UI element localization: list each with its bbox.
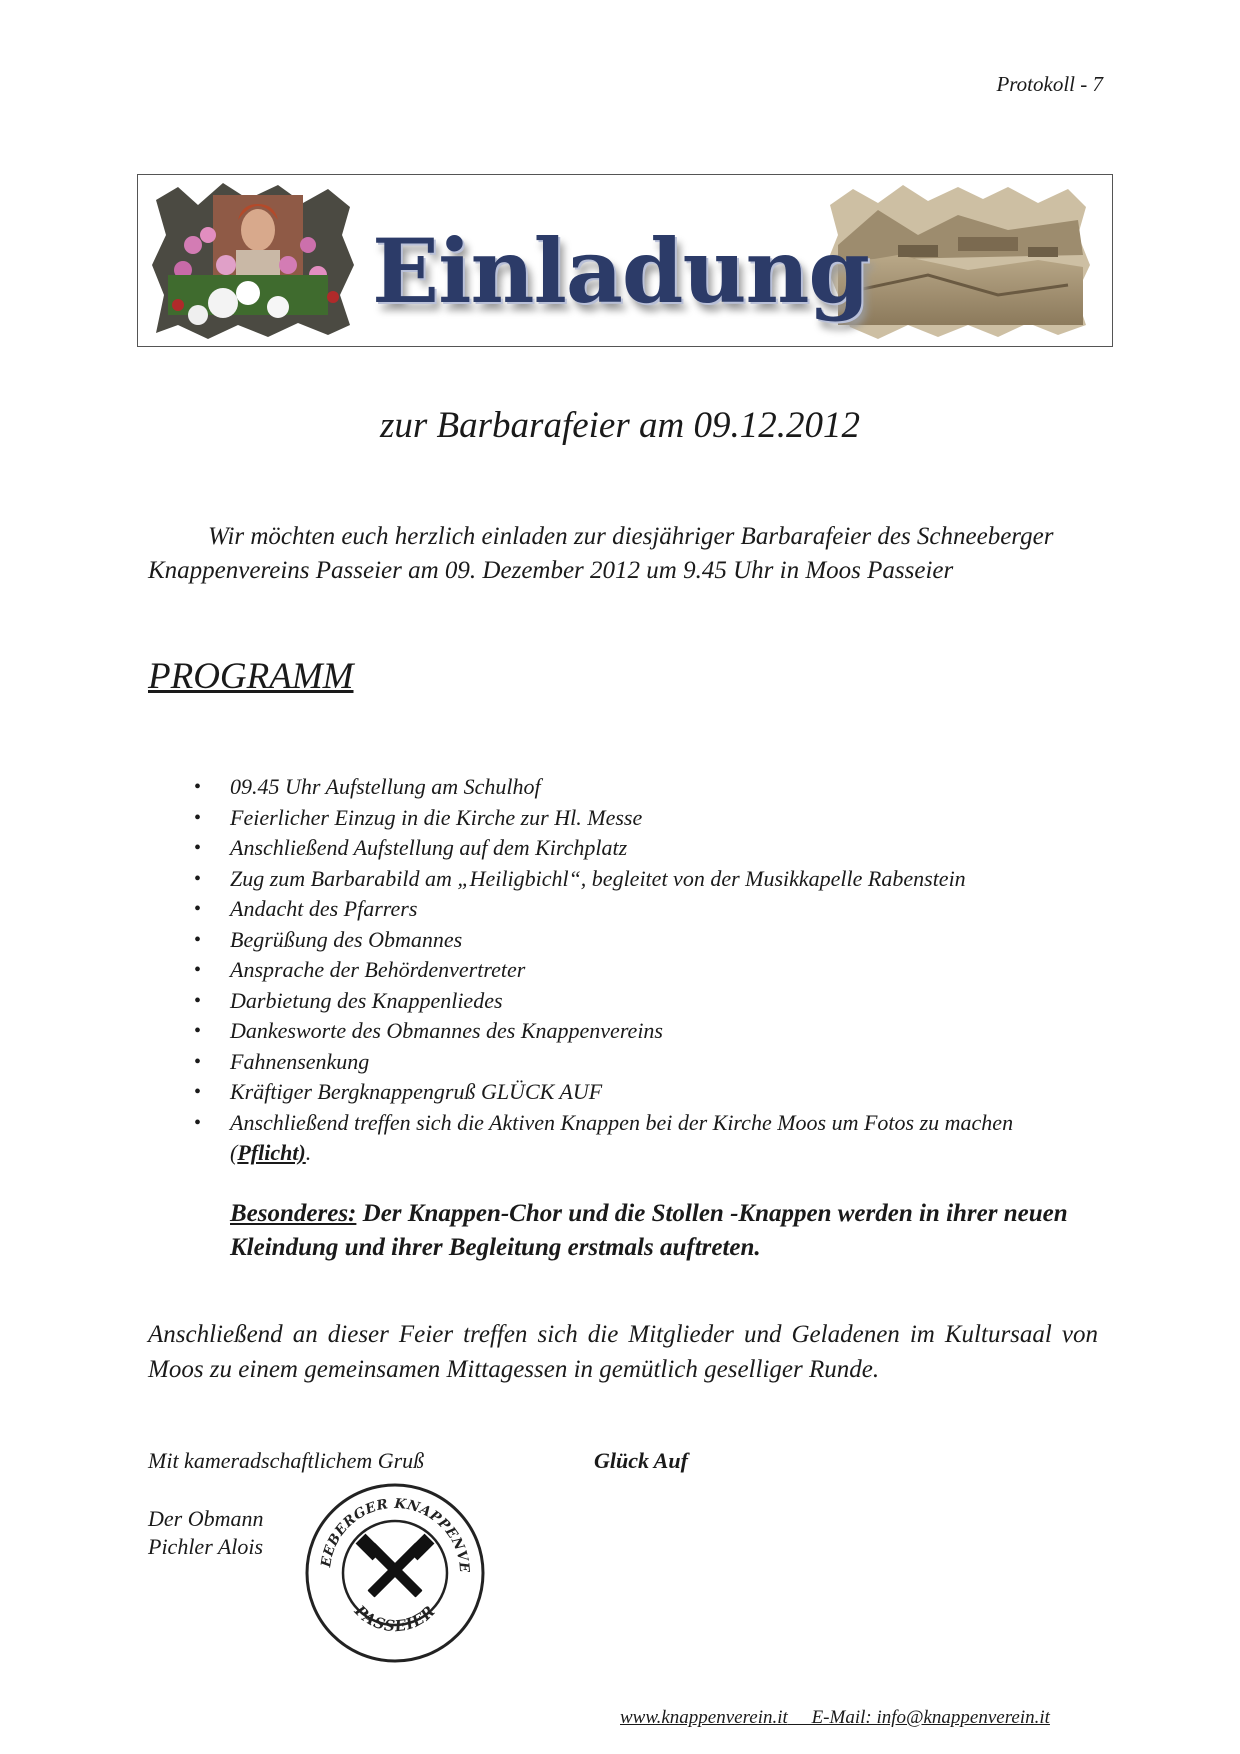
photos-text: Anschließend treffen sich die Aktiven Knappen bei der Kirche Moos um Fotos zu machen ( <box>230 1109 1014 1165</box>
programm-heading: PROGRAMM <box>148 656 354 697</box>
list-item: • Kräftiger Bergknappengruß GLÜCK AUF <box>190 1077 1090 1108</box>
list-item: • Dankesworte des Obmannes des Knappenvereins <box>190 1016 1090 1047</box>
subtitle: zur Barbarafeier am 09.12.2012 <box>380 405 860 446</box>
footer-website[interactable]: www.knappenverein.it <box>620 1707 788 1728</box>
footer-contact <box>620 1707 1050 1729</box>
gluck-auf: Glück Auf <box>594 1448 688 1473</box>
besonderes-note <box>230 1197 1110 1265</box>
closing-paragraph: Anschließend an dieser Feier treffen sich die Mitglieder und Geladenen im Kultursaal von Moos zu einem gemeinsamen Mittagessen in gemütlich geselliger Runde. <box>148 1321 1098 1383</box>
list-item: • 09.45 Uhr Aufstellung am Schulhof <box>190 772 1090 803</box>
signatory-title: Der Obmann <box>148 1506 264 1531</box>
list-item: • Feierlicher Einzug in die Kirche zur Hl. Messe <box>190 803 1090 834</box>
stamp-top-text: EEBERGER KNAPPENVE <box>318 1495 473 1574</box>
page-reference: Protokoll - 7 <box>996 72 1103 96</box>
pflicht-emphasis: Pflicht) <box>237 1140 306 1165</box>
photos-end: . <box>305 1140 312 1165</box>
list-item: • Fahnensenkung <box>190 1047 1090 1078</box>
banner-title: Einladung <box>372 219 869 323</box>
signatory-name: Pichler Alois <box>148 1534 264 1559</box>
association-stamp <box>300 1478 490 1668</box>
intro-text: Wir möchten euch herzlich einladen zur diesjähriger Barbarafeier des Schneeberger Knappenvereins Passeier am 09. Dezember 2012 um 9.45 Uhr in Moos Passeier <box>148 523 1054 584</box>
besonderes-label: Besonderes: <box>230 1200 357 1227</box>
list-item: • Begrüßung des Obmannes <box>190 925 1090 956</box>
list-item: • Anschließend Aufstellung auf dem Kirchplatz <box>190 833 1090 864</box>
greeting: Mit kameradschaftlichem Gruß <box>148 1448 425 1473</box>
hammer-and-pick-icon <box>356 1534 435 1598</box>
footer-email[interactable]: E-Mail: info@knappenverein.it <box>787 1707 1050 1728</box>
besonderes-text: Der Knappen-Chor und die Stollen -Knappen werden in ihrer neuen Kleindung und ihrer Begleitung erstmals auftreten. <box>230 1200 1068 1261</box>
svg-text:PASSEIER <box>350 1601 439 1635</box>
flowers-saint-image <box>152 183 354 339</box>
list-item: • Ansprache der Behördenvertreter <box>190 955 1090 986</box>
list-item: • Andacht des Pfarrers <box>190 894 1090 925</box>
list-item: • Darbietung des Knappenliedes <box>190 986 1090 1017</box>
list-item-photos <box>190 1108 1090 1169</box>
intro-paragraph <box>148 520 1098 588</box>
list-item: • Zug zum Barbarabild am „Heiligbichl“, begleitet von der Musikkapelle Rabenstein <box>190 864 1090 895</box>
stamp-bottom-text: PASSEIER <box>350 1601 440 1636</box>
program-list <box>190 772 1090 1169</box>
